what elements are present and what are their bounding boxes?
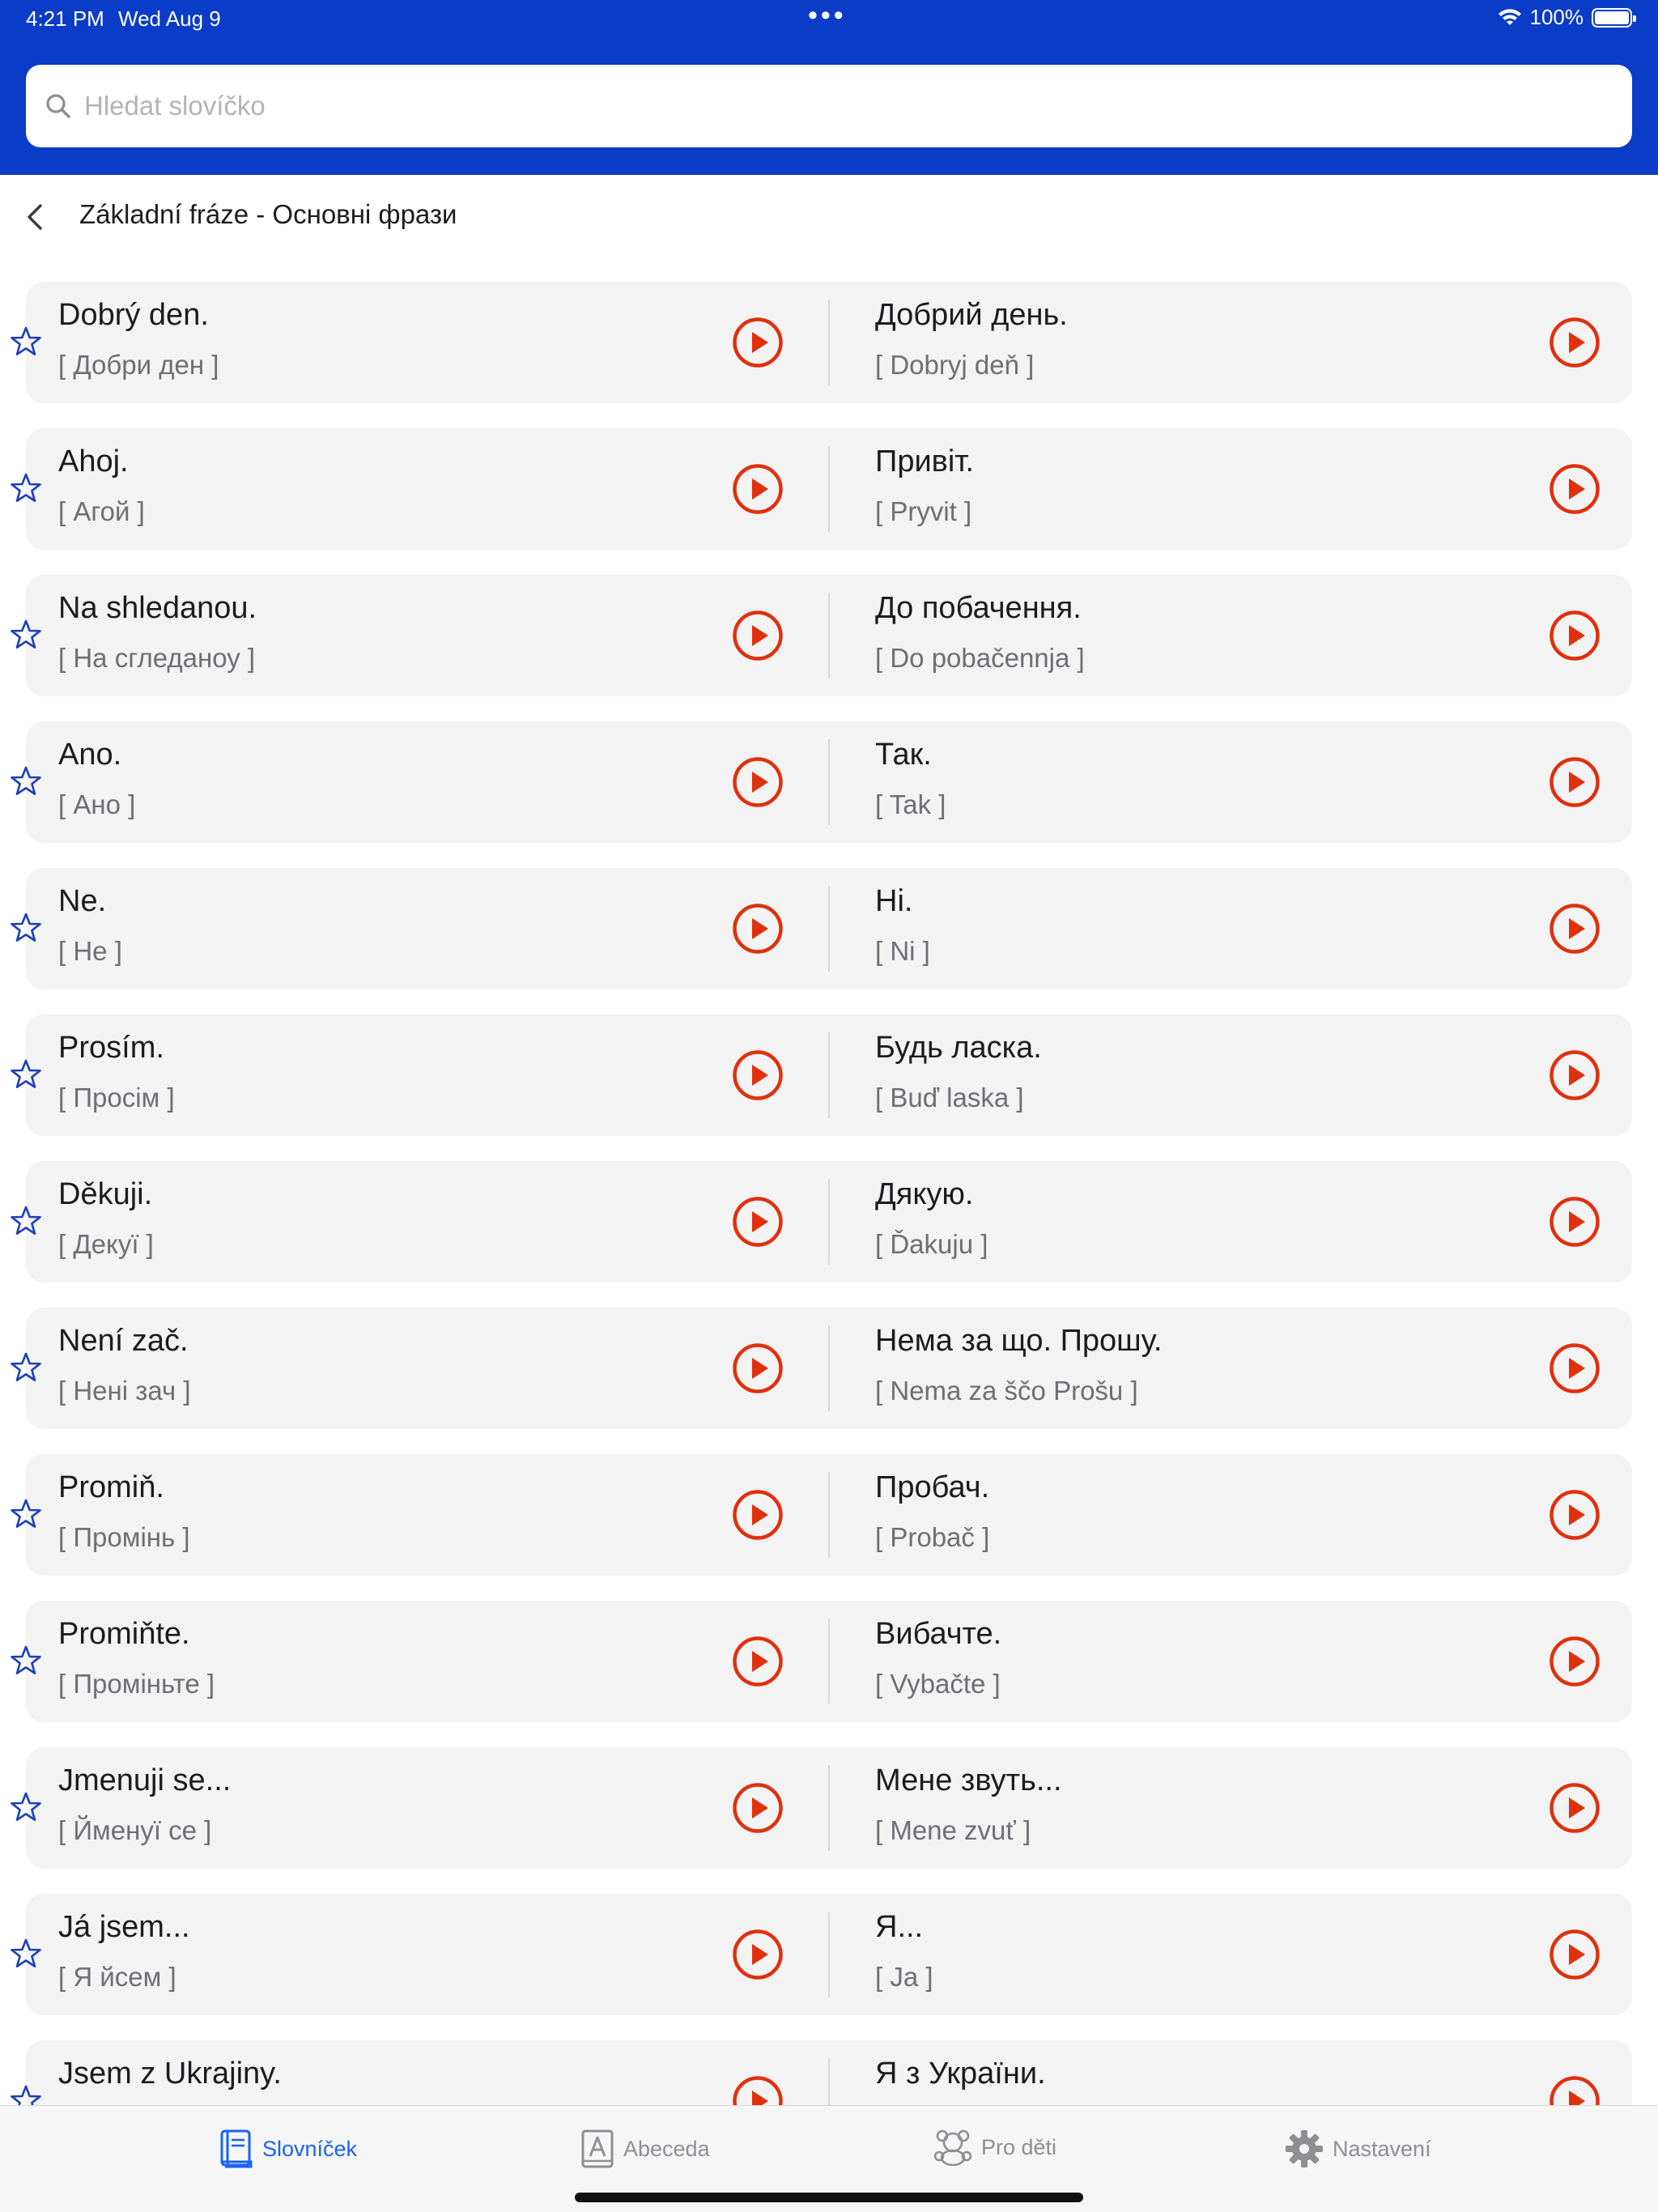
play-ukrainian-icon[interactable]: [1549, 1489, 1601, 1541]
tab-pro-deti[interactable]: [933, 2129, 1056, 2166]
play-czech-icon[interactable]: [732, 1929, 784, 1980]
play-czech-icon[interactable]: [732, 463, 784, 515]
czech-phrase: Ne.: [58, 884, 107, 918]
divider: [828, 1472, 830, 1558]
czech-pronunciation: [ Декуї ]: [58, 1229, 154, 1259]
play-ukrainian-icon[interactable]: [1549, 756, 1601, 808]
phrase-card[interactable]: [26, 1454, 1632, 1576]
czech-half: [26, 1894, 843, 2015]
ukrainian-pronunciation: [ Mene zvuť ]: [875, 1815, 1031, 1845]
list-item[interactable]: [0, 1015, 1658, 1136]
ukrainian-half: [843, 2040, 1658, 2105]
tab-slovnicek[interactable]: [219, 2129, 357, 2169]
home-indicator: [575, 2193, 1083, 2202]
ukrainian-phrase: До побачення.: [875, 591, 1082, 625]
ukrainian-phrase: Ні.: [875, 884, 913, 918]
ukrainian-half: [843, 428, 1658, 550]
ukrainian-half: [843, 575, 1658, 696]
tab-label: Slovníček: [262, 2136, 358, 2161]
czech-half: [26, 1308, 843, 1429]
ukrainian-pronunciation: [ Ja ]: [875, 1962, 933, 1992]
star-icon[interactable]: [10, 325, 42, 358]
star-icon[interactable]: [10, 1351, 42, 1384]
divider: [828, 446, 830, 532]
tab-label: Nastavení: [1333, 2136, 1431, 2161]
tab-label: Abeceda: [623, 2136, 710, 2161]
czech-phrase: Jsem z Ukrajiny.: [58, 2057, 282, 2091]
phrase-card[interactable]: [26, 721, 1632, 843]
phrase-card[interactable]: [26, 1894, 1632, 2015]
star-icon[interactable]: [10, 912, 42, 944]
list-item[interactable]: [0, 282, 1658, 403]
czech-pronunciation: [ Нені зач ]: [58, 1376, 191, 1406]
czech-pronunciation: [ Я йсем ]: [58, 1962, 176, 1992]
play-ukrainian-icon[interactable]: [1549, 1342, 1601, 1394]
ukrainian-half: [843, 868, 1658, 989]
ukrainian-half: [843, 1601, 1658, 1722]
divider: [828, 300, 830, 385]
list-item[interactable]: [0, 1161, 1658, 1283]
phrase-card[interactable]: [26, 1015, 1632, 1136]
ukrainian-phrase: Я...: [875, 1910, 924, 1944]
divider: [828, 739, 830, 825]
list-item[interactable]: [0, 1747, 1658, 1869]
czech-pronunciation: [ Ано ]: [58, 789, 136, 819]
search-bar[interactable]: [26, 65, 1632, 147]
play-czech-icon[interactable]: [732, 756, 784, 808]
ukrainian-pronunciation: [ Vybačte ]: [875, 1669, 1001, 1699]
tab-abeceda[interactable]: [580, 2129, 710, 2169]
phrase-card[interactable]: [26, 1601, 1632, 1722]
book-icon: [219, 2129, 254, 2169]
ukrainian-pronunciation: [ Buď laska ]: [875, 1083, 1024, 1112]
czech-pronunciation: [ Проміньте ]: [58, 1669, 215, 1699]
status-time: 4:21 PM: [26, 6, 104, 31]
phrase-card[interactable]: [26, 2040, 1632, 2105]
ukrainian-phrase: Добрий день.: [875, 298, 1068, 332]
czech-half: [26, 575, 843, 696]
battery-icon: [1592, 8, 1632, 28]
top-header: [0, 0, 1658, 175]
divider: [828, 886, 830, 972]
alphabet-icon: [580, 2129, 615, 2169]
play-ukrainian-icon[interactable]: [1549, 1929, 1601, 1980]
ukrainian-pronunciation: [ Ďakuju ]: [875, 1229, 988, 1259]
czech-half: [26, 1161, 843, 1283]
czech-pronunciation: [ Не ]: [58, 936, 122, 966]
star-icon[interactable]: [10, 619, 42, 651]
ukrainian-pronunciation: [ Nema za ščo Prošu ]: [875, 1376, 1138, 1406]
ukrainian-phrase: Нема за що. Прошу.: [875, 1324, 1163, 1358]
ukrainian-phrase: Вибачте.: [875, 1617, 1002, 1651]
phrase-card[interactable]: [26, 282, 1632, 403]
czech-pronunciation: [ Просім ]: [58, 1083, 175, 1112]
star-icon[interactable]: [10, 1791, 42, 1823]
czech-phrase: Na shledanou.: [58, 591, 257, 625]
play-ukrainian-icon[interactable]: [1549, 1196, 1601, 1248]
ukrainian-half: [843, 1015, 1658, 1136]
star-icon[interactable]: [10, 765, 42, 798]
czech-half: [26, 1454, 843, 1576]
ukrainian-phrase: Будь ласка.: [875, 1031, 1042, 1065]
czech-half: [26, 868, 843, 989]
star-icon[interactable]: [10, 1058, 42, 1091]
divider: [828, 2058, 830, 2105]
play-ukrainian-icon[interactable]: [1549, 610, 1601, 661]
czech-pronunciation: [ Промінь ]: [58, 1522, 190, 1552]
czech-phrase: Prosím.: [58, 1031, 164, 1065]
ukrainian-half: [843, 1454, 1658, 1576]
play-ukrainian-icon[interactable]: [1549, 317, 1601, 368]
tab-nastaveni[interactable]: [1284, 2129, 1431, 2169]
battery-percent: 100%: [1529, 5, 1584, 29]
list-item[interactable]: [0, 1601, 1658, 1722]
divider: [828, 1032, 830, 1118]
play-ukrainian-icon[interactable]: [1549, 463, 1601, 515]
ukrainian-half: [843, 282, 1658, 403]
ukrainian-half: [843, 1894, 1658, 2015]
star-icon[interactable]: [10, 1205, 42, 1237]
ukrainian-phrase: Я з України.: [875, 2057, 1046, 2091]
ukrainian-half: [843, 721, 1658, 843]
play-czech-icon[interactable]: [732, 903, 784, 955]
ukrainian-pronunciation: [ Do pobačennja ]: [875, 643, 1085, 673]
play-ukrainian-icon[interactable]: [1549, 1636, 1601, 1687]
ukrainian-pronunciation: [ Dobryj deň ]: [875, 350, 1035, 380]
phrase-card[interactable]: [26, 1161, 1632, 1283]
play-ukrainian-icon[interactable]: [1549, 2075, 1601, 2105]
play-czech-icon[interactable]: [732, 1196, 784, 1248]
list-item[interactable]: [0, 2040, 1658, 2105]
ukrainian-phrase: Привіт.: [875, 445, 975, 479]
divider: [828, 1619, 830, 1704]
list-item[interactable]: [0, 1894, 1658, 2015]
czech-pronunciation: [ Йменуї се ]: [58, 1815, 212, 1845]
phrase-card[interactable]: [26, 1308, 1632, 1429]
list-item[interactable]: [0, 1454, 1658, 1576]
czech-phrase: Ano.: [58, 738, 122, 772]
ukrainian-pronunciation: [ Ni ]: [875, 936, 930, 966]
czech-phrase: Děkuji.: [58, 1177, 153, 1211]
play-czech-icon[interactable]: [732, 317, 784, 368]
star-icon[interactable]: [10, 1498, 42, 1530]
czech-half: [26, 721, 843, 843]
phrase-card[interactable]: [26, 868, 1632, 989]
gear-icon: [1284, 2129, 1324, 2169]
ukrainian-phrase: Мене звуть...: [875, 1763, 1062, 1797]
list-item[interactable]: [0, 868, 1658, 989]
phrase-card[interactable]: [26, 575, 1632, 696]
czech-pronunciation: [ На сгледаноу ]: [58, 643, 256, 673]
czech-half: [26, 428, 843, 550]
star-icon[interactable]: [10, 472, 42, 504]
czech-phrase: Jmenuji se...: [58, 1763, 232, 1797]
czech-half: [26, 1015, 843, 1136]
status-date: Wed Aug 9: [118, 6, 221, 31]
page-title: Základní fráze - Основні фрази: [79, 199, 457, 229]
divider: [828, 1179, 830, 1265]
list-item[interactable]: [0, 1308, 1658, 1429]
phrase-card[interactable]: [26, 428, 1632, 550]
ukrainian-half: [843, 1747, 1658, 1869]
divider: [828, 593, 830, 678]
status-bar: [0, 0, 1658, 40]
ukrainian-pronunciation: [ Probač ]: [875, 1522, 990, 1552]
status-right: [1498, 5, 1633, 30]
czech-phrase: Ahoj.: [58, 445, 129, 479]
play-czech-icon[interactable]: [732, 1782, 784, 1834]
list-item[interactable]: [0, 721, 1658, 843]
czech-phrase: Dobrý den.: [58, 298, 209, 332]
czech-half: [26, 282, 843, 403]
play-czech-icon[interactable]: [732, 1489, 784, 1541]
phrase-list[interactable]: [0, 282, 1658, 2105]
search-icon: [44, 91, 73, 121]
star-icon[interactable]: [10, 2084, 42, 2105]
ukrainian-phrase: Дякую.: [875, 1177, 974, 1211]
list-item[interactable]: [0, 428, 1658, 550]
play-ukrainian-icon[interactable]: [1549, 903, 1601, 955]
teddy-bear-icon: [933, 2129, 973, 2166]
czech-half: [26, 2040, 843, 2105]
czech-half: [26, 1747, 843, 1869]
ukrainian-phrase: Пробач.: [875, 1470, 990, 1504]
czech-phrase: Promiň.: [58, 1470, 164, 1504]
play-ukrainian-icon[interactable]: [1549, 1782, 1601, 1834]
search-input[interactable]: [84, 91, 1541, 121]
play-ukrainian-icon[interactable]: [1549, 1049, 1601, 1101]
play-czech-icon[interactable]: [732, 1049, 784, 1101]
czech-pronunciation: [ Агой ]: [58, 496, 145, 526]
phrase-card[interactable]: [26, 1747, 1632, 1869]
list-item[interactable]: [0, 575, 1658, 696]
czech-phrase: Já jsem...: [58, 1910, 190, 1944]
ukrainian-phrase: Так.: [875, 738, 932, 772]
back-chevron-icon[interactable]: [23, 202, 47, 232]
wifi-icon: [1498, 8, 1522, 28]
star-icon[interactable]: [10, 1644, 42, 1677]
divider: [828, 1912, 830, 1997]
divider: [828, 1765, 830, 1851]
czech-phrase: Není zač.: [58, 1324, 189, 1358]
play-czech-icon[interactable]: [732, 610, 784, 661]
czech-pronunciation: [ Добри ден ]: [58, 350, 219, 380]
divider: [828, 1325, 830, 1411]
multitasking-dots[interactable]: •••: [808, 0, 847, 31]
tab-label: Pro děti: [981, 2134, 1057, 2159]
ukrainian-half: [843, 1161, 1658, 1283]
ukrainian-pronunciation: [ Pryvit ]: [875, 496, 972, 526]
play-czech-icon[interactable]: [732, 2075, 784, 2105]
ukrainian-half: [843, 1308, 1658, 1429]
play-czech-icon[interactable]: [732, 1342, 784, 1394]
star-icon[interactable]: [10, 1938, 42, 1970]
czech-half: [26, 1601, 843, 1722]
play-czech-icon[interactable]: [732, 1636, 784, 1687]
czech-phrase: Promiňte.: [58, 1617, 190, 1651]
ukrainian-pronunciation: [ Tak ]: [875, 789, 946, 819]
